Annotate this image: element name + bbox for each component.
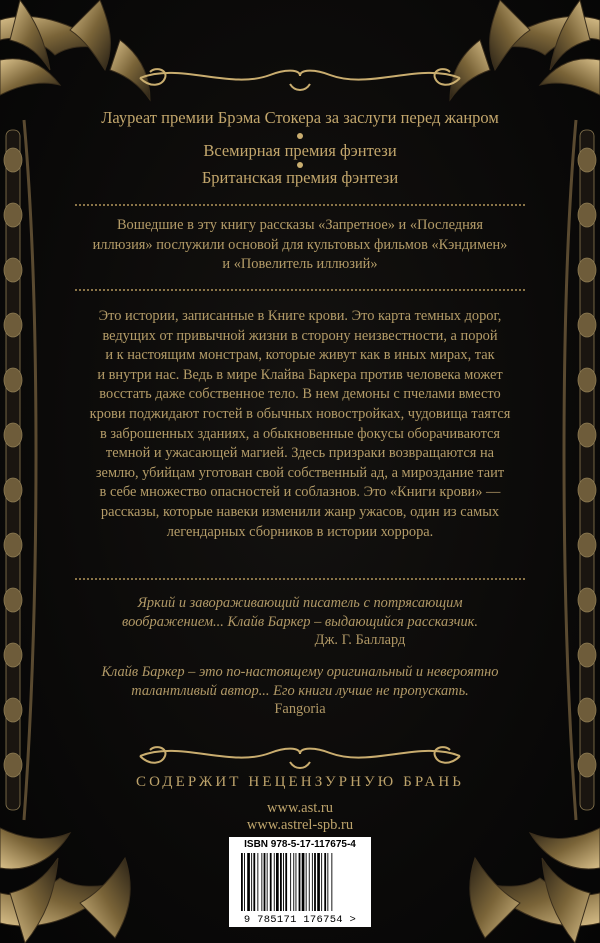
quote-line: Клайв Баркер – это по-настоящему оригинальный и невероятно: [101, 664, 499, 680]
dotted-separator-3: [75, 578, 525, 580]
description-line: рассказы, которые навеки изменили жанр ужасов, один из самых: [100, 503, 500, 520]
films-note-line: иллюзия» послужили основой для культовых фильмов «Кэндимен»: [92, 236, 508, 253]
description-line: легендарных сборников в истории хоррора.: [166, 523, 434, 540]
description-line: землю, убийцам уготован свой собственный ад, а мироздание таит: [95, 464, 505, 481]
top-scroll-ornament: [140, 69, 460, 90]
isbn-barcode: [229, 837, 371, 927]
isbn-number: ISBN 978-5-17-117675-4: [244, 839, 356, 850]
dotted-separator-1: [75, 204, 525, 206]
review-quote-ballard: [60, 594, 540, 650]
quote-line: талантливый автор... Его книги лучше не пропускать.: [131, 682, 469, 699]
award-dot-1: [60, 133, 540, 139]
website-astrel[interactable]: www.astrel-spb.ru: [246, 817, 354, 833]
description-line: Это истории, записанные в Книге крови. Это карта темных дорог,: [98, 308, 502, 324]
description-line: в себе множество опасностей и соблазнов. Это «Книги крови» —: [99, 484, 501, 501]
left-spine-ornament: [4, 120, 36, 820]
dotted-separator-2: [75, 289, 525, 291]
description-line: восстать даже собственное тело. В нем демоны с пчелами вместо: [99, 386, 501, 403]
website-ast[interactable]: www.ast.ru: [267, 800, 333, 816]
description-line: и к настоящим монстрам, которые живут как в иных мирах, так: [105, 347, 495, 364]
films-note-line: и «Повелитель иллюзий»: [222, 256, 378, 273]
book-description: [60, 307, 540, 542]
quote-line: воображением... Клайв Баркер – выдающийся рассказчик.: [122, 613, 478, 630]
bottom-scroll-ornament: [140, 747, 460, 768]
description-line: крови поджидают гостей в обычных новостройках, чудовища таятся: [89, 405, 511, 422]
award-stoker: Лауреат премии Брэма Стокера за заслуги перед жанром: [101, 108, 499, 127]
description-line: и внутри нас. Ведь в мире Клайва Баркера против человека может: [97, 366, 503, 383]
description-line: темной и ужасающей магией. Здесь призраки возвращаются на: [105, 445, 495, 462]
barcode-digits: 9 785171 176754 >: [243, 914, 357, 926]
award-british-fantasy: Британская премия фэнтези: [201, 168, 399, 187]
bottom-left-claw-ornament: [0, 828, 130, 943]
award-world-fantasy: Всемирная премия фэнтези: [203, 141, 397, 160]
right-spine-ornament: [564, 120, 596, 820]
bottom-right-claw-ornament: [470, 828, 600, 943]
quote-line: Яркий и завораживающий писатель с потрясающим: [137, 595, 463, 611]
profanity-warning: СОДЕРЖИТ НЕЦЕНЗУРНУЮ БРАНЬ: [136, 774, 464, 790]
films-note: [60, 216, 540, 275]
quote-author: Дж. Г. Баллард: [314, 632, 406, 649]
top-right-claw-ornament: [450, 0, 600, 100]
review-quote-fangoria: [60, 663, 540, 719]
description-line: ведущих от привычной жизни в сторону неизвестности, а порой: [102, 327, 498, 344]
films-note-line: Вошедшие в эту книгу рассказы «Запретное» и «Последняя: [116, 217, 484, 233]
top-left-claw-ornament: [0, 0, 150, 100]
description-line: в заброшенных зданиях, а обыкновенные фокусы оборачиваются: [99, 425, 501, 442]
quote-author: Fangoria: [274, 701, 326, 718]
